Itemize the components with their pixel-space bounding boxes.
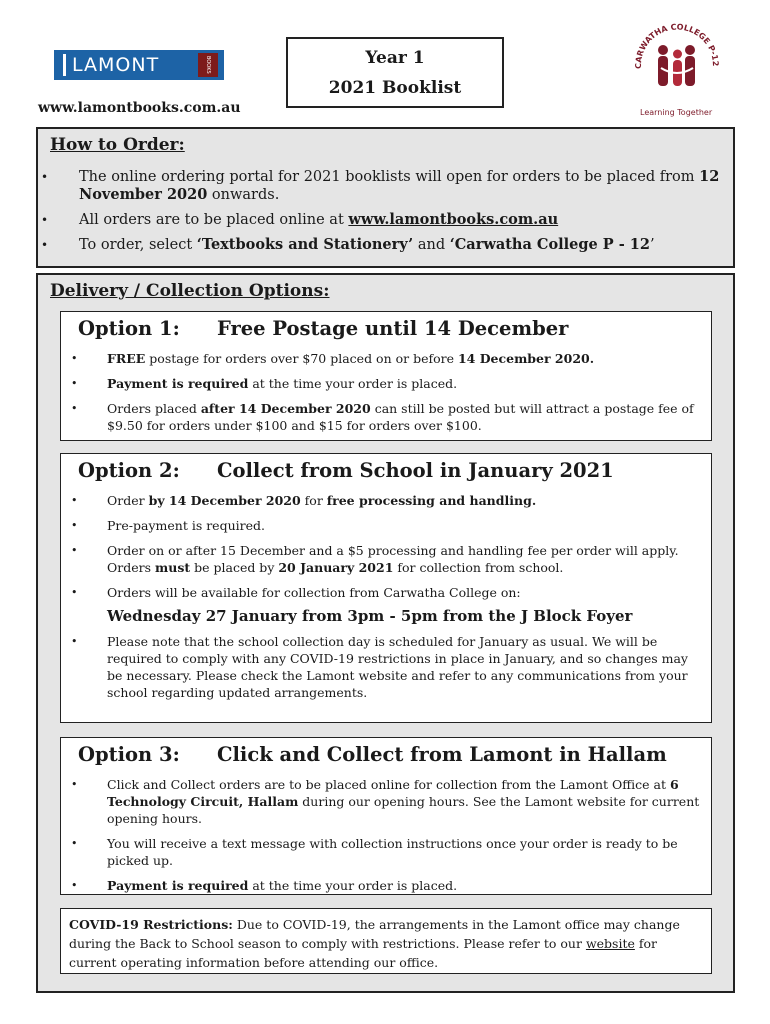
list-item: • Orders will be available for collection from Carwatha College on: xyxy=(107,584,702,601)
how-to-order-list xyxy=(79,168,729,261)
option3-heading: Option 3: Click and Collect from Lamont in Hallam xyxy=(78,743,667,766)
lamont-logo xyxy=(54,50,224,80)
delivery-title: Delivery / Collection Options: xyxy=(50,281,330,301)
list-item: • Pre-payment is required. xyxy=(107,517,702,534)
option3-box xyxy=(60,737,712,895)
collection-day: Wednesday 27 January from 3pm - 5pm from the J Block Foyer xyxy=(107,607,633,625)
list-item: • All orders are to be placed online at www.lamontbooks.com.au xyxy=(79,211,729,229)
delivery-panel xyxy=(36,273,735,993)
brand-name: LAMONT xyxy=(72,54,160,76)
how-to-order-title: How to Order: xyxy=(50,135,185,155)
title-box xyxy=(286,37,504,108)
list-item: • The online ordering portal for 2021 booklists will open for orders to be placed from 12 November 2020 onwards. xyxy=(79,168,729,204)
list-item: • To order, select ‘Textbooks and Stationery’ and ‘Carwatha College P - 12’ xyxy=(79,236,729,254)
brand-books: BOOKS xyxy=(198,53,218,77)
logo-bar xyxy=(63,54,66,76)
title-booklist: 2021 Booklist xyxy=(328,77,462,98)
list-item: • Payment is required at the time your order is placed. xyxy=(107,877,702,894)
option1-list xyxy=(107,350,702,442)
list-item: • Payment is required at the time your order is placed. xyxy=(107,375,702,392)
option2-heading: Option 2: Collect from School in January 2021 xyxy=(78,459,614,482)
how-to-order-panel xyxy=(36,127,735,268)
college-motto: Learning Together xyxy=(640,108,713,117)
list-item: • Order by 14 December 2020 for free processing and handling. xyxy=(107,492,702,509)
website-url[interactable]: www.lamontbooks.com.au xyxy=(38,100,241,116)
option1-box xyxy=(60,311,712,441)
option2-list xyxy=(107,492,702,709)
option2-box xyxy=(60,453,712,723)
list-item: • Orders placed after 14 December 2020 can still be posted but will attract a postage fee of $9.50 for orders under $100 and $15 for orders over $100. xyxy=(107,400,702,434)
option1-heading: Option 1: Free Postage until 14 December xyxy=(78,317,569,340)
lamont-website-link[interactable]: www.lamontbooks.com.au xyxy=(348,211,559,228)
covid-box xyxy=(60,908,712,974)
college-emblem-icon xyxy=(628,22,724,108)
list-item: • You will receive a text message with collection instructions once your order is ready to be picked up. xyxy=(107,835,702,869)
option3-list xyxy=(107,776,702,902)
college-name: CARWATHA COLLEGE P-12 xyxy=(633,22,721,69)
website-link[interactable]: website xyxy=(585,936,635,951)
covid-text: COVID-19 Restrictions: Due to COVID-19, the arrangements in the Lamont office may change during the Back to School season to comply with restrictions. Please refer to our website for current operating information before attending our office. xyxy=(69,917,680,970)
college-logo xyxy=(628,22,724,122)
list-item: • FREE postage for orders over $70 placed on or before 14 December 2020. xyxy=(107,350,702,367)
list-item: • Click and Collect orders are to be placed online for collection from the Lamont Office at 6 Technology Circuit, Hallam during our opening hours. See the Lamont website for current opening hours. xyxy=(107,776,702,827)
title-year: Year 1 xyxy=(365,47,425,68)
list-item: • Order on or after 15 December and a $5 processing and handling fee per order will apply. Orders must be placed by 20 January 2021 for collection from school. xyxy=(107,542,702,576)
list-item: • Please note that the school collection day is scheduled for January as usual. We will be required to comply with any COVID-19 restrictions in place in January, and so changes may be necessary. Please check the Lamont website and refer to any communications from your school regarding updated arrangements. xyxy=(107,633,702,701)
